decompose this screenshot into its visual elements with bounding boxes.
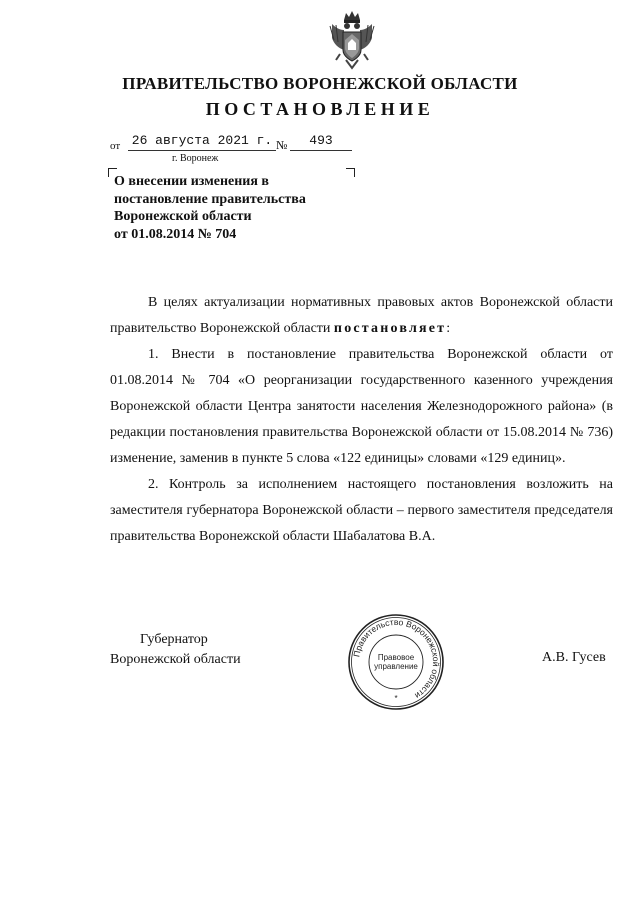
- preamble-paragraph: [110, 290, 613, 342]
- document-subject: [114, 173, 354, 243]
- subject-line: О внесении изменения в: [114, 174, 269, 189]
- preamble-text: В целях актуализации нормативных правовых актов Воронежской области правительство Воронежской области: [110, 295, 613, 336]
- signatory-name: А.В. Гусев: [542, 650, 606, 665]
- stamp-center-line2: управление: [374, 662, 418, 671]
- clause-2: 2. Контроль за исполнением настоящего постановления возложить на заместителя губернатора Воронежской области – первого заместителя председателя правительства Воронежской области Шабалатова В.А.: [110, 477, 613, 544]
- number-sign: №: [276, 138, 288, 152]
- subject-line: от 01.08.2014 № 704: [114, 226, 237, 242]
- date-number-line: [110, 133, 370, 153]
- document-type: ПОСТАНОВЛЕНИЕ: [205, 99, 435, 119]
- official-stamp: [346, 612, 446, 712]
- coat-of-arms-icon: [326, 10, 378, 72]
- preamble-tail: :: [446, 321, 451, 336]
- signatory-title-line2: Воронежской области: [110, 652, 241, 667]
- stamp-star-mark: *: [394, 694, 398, 703]
- date-prefix: от: [110, 140, 121, 152]
- organization-name: ПРАВИТЕЛЬСТВО ВОРОНЕЖСКОЙ ОБЛАСТИ: [122, 74, 518, 93]
- signatory-title-line1: Губернатор: [140, 632, 208, 647]
- document-date: 26 августа 2021 г.: [128, 133, 276, 151]
- subject-line: Воронежской области: [114, 209, 252, 224]
- signatory-title: [110, 630, 241, 670]
- city: г. Воронеж: [172, 153, 219, 164]
- stamp-ring-text: Правительство Воронежской области: [351, 616, 442, 701]
- document-number: 493: [290, 133, 352, 151]
- document-body: [110, 290, 613, 550]
- clause-1: 1. Внести в постановление правительства Воронежской области от 01.08.2014 № 704 «О реорганизации государственного казенного учреждения Воронежской области Центра занятости населения Железнодорожного района» (в редакции постановления правительства Воронежской области от 15.08.2014 № 736) изменение, заменив в пункте 5 слова «122 единицы» словами «129 единиц».: [110, 347, 613, 466]
- stamp-center-line1: Правовое: [377, 653, 415, 662]
- resolution-verb: постановляет: [333, 321, 447, 336]
- subject-line: постановление правительства: [114, 191, 306, 207]
